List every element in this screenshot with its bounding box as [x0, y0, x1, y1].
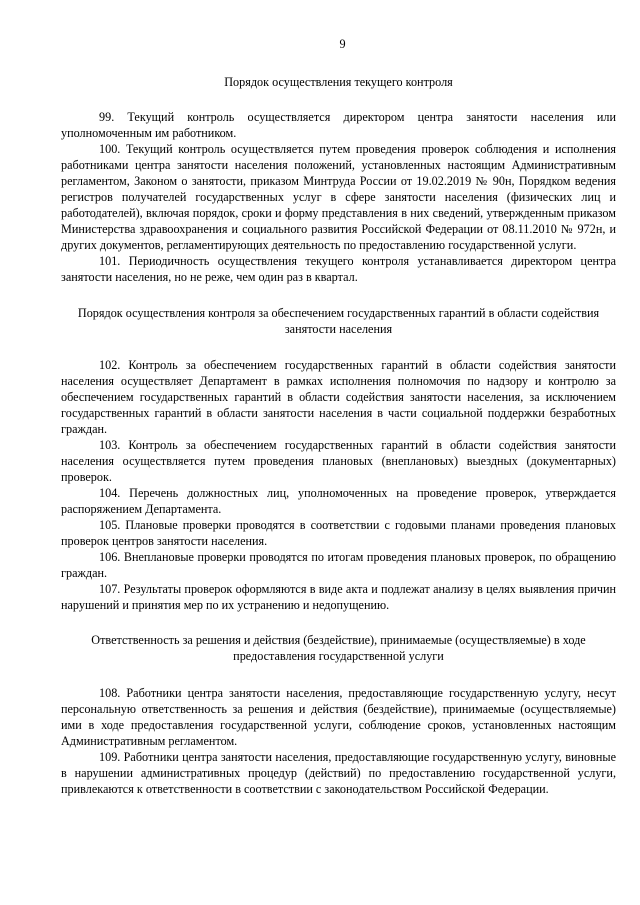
paragraph-106: 106. Внеплановые проверки проводятся по итогам проведения плановых проверок, по обращению граждан.: [61, 550, 616, 580]
paragraph-100: 100. Текущий контроль осуществляется путем проведения проверок соблюдения и исполнения работниками центра занятости населения положений, установленных настоящим Административным регламентом, Законом о занятости, приказом Минтруда России от 19.02.2019 № 90н, Порядком ведения регистров получателей государственных услуг в сфере занятости населения (физических лиц и работодателей), включая порядок, сроки и форму представления в них сведений, утвержденным приказом Министерства здравоохранения и социального развития Российской Федерации от 08.11.2010 № 972н, и других документов, регламентирующих деятельность по предоставлению государственной услуги.: [61, 142, 616, 252]
paragraph-103: 103. Контроль за обеспечением государственных гарантий в области содействия занятости населения осуществляется путем проведения плановых (внеплановых) выездных (документарных) проверок.: [61, 438, 616, 484]
paragraph-109: 109. Работники центра занятости населения, предоставляющие государственную услугу, виновные в нарушении административных процедур (действий) по предоставлению государственной услуги, привлекаются к ответственности в соответствии с законодательством Российской Федерации.: [61, 750, 616, 796]
paragraph-104: 104. Перечень должностных лиц, уполномоченных на проведение проверок, утверждается распоряжением Департамента.: [61, 486, 616, 516]
paragraph-105: 105. Плановые проверки проводятся в соответствии с годовыми планами проведения плановых проверок центров занятости населения.: [61, 518, 616, 548]
paragraph-99: 99. Текущий контроль осуществляется директором центра занятости населения или уполномоченным им работником.: [61, 110, 616, 140]
paragraph-101: 101. Периодичность осуществления текущего контроля устанавливается директором центра занятости населения, но не реже, чем один раз в квартал.: [61, 254, 616, 284]
page-number: 9: [339, 37, 346, 51]
section-current-control: [61, 74, 616, 285]
paragraph-108: 108. Работники центра занятости населения, предоставляющие государственную услугу, несут персональную ответственность за решения и действия (бездействие), принимаемые (осуществляемые) ими в ходе предоставления государственной услуги, соблюдение сроков, установленных настоящим Административным регламентом.: [61, 686, 616, 748]
paragraph-107: 107. Результаты проверок оформляются в виде акта и подлежат анализу в целях выявления причин нарушений и принятия мер по их устранению и недопущению.: [61, 582, 616, 612]
section-guarantees-control: [61, 305, 616, 613]
paragraph-102: 102. Контроль за обеспечением государственных гарантий в области содействия занятости населения осуществляет Департамент в рамках исполнения полномочия по надзору и контролю за обеспечением государственных гарантий в области содействия занятости населения, за исключением государственных гарантий в области занятости населения в части социальной поддержки безработных граждан.: [61, 358, 616, 436]
section-heading: Порядок осуществления текущего контроля: [224, 75, 453, 89]
section-responsibility: [61, 632, 616, 797]
section-heading: Порядок осуществления контроля за обеспечением государственных гарантий в области содействия занятости населения: [77, 306, 600, 336]
section-heading: Ответственность за решения и действия (бездействие), принимаемые (осуществляемые) в ходе предоставления государственной услуги: [91, 633, 586, 663]
